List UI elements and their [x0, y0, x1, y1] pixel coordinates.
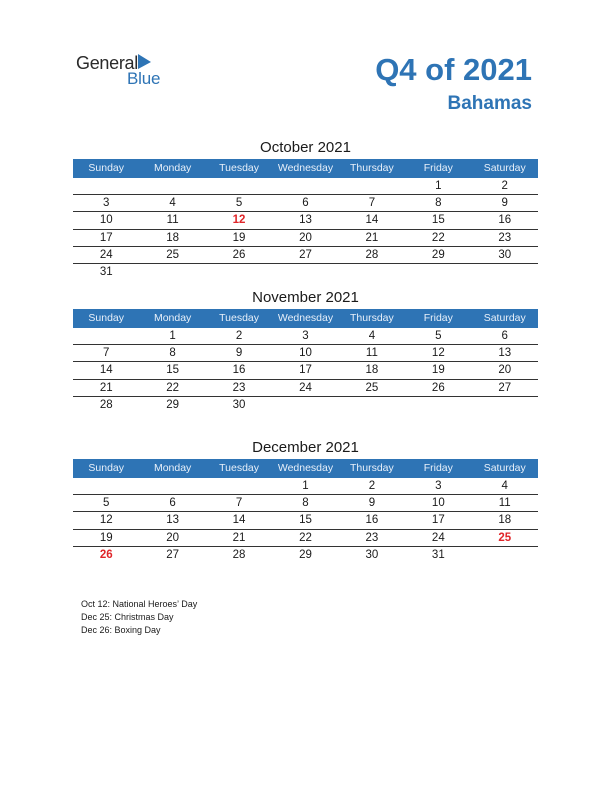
day-cell: 31	[431, 548, 445, 561]
day-cell	[206, 264, 272, 281]
day-cell: 22	[299, 531, 312, 544]
day-cell	[472, 547, 538, 564]
day-cell: 17	[99, 231, 113, 244]
holiday-day-cell: 12	[232, 214, 246, 227]
weekday-label: Saturday	[483, 462, 526, 474]
week-row	[73, 478, 538, 495]
day-cell: 20	[166, 531, 180, 544]
day-cell: 10	[431, 497, 445, 510]
weekday-label: Friday	[423, 312, 453, 324]
day-cell: 14	[365, 214, 379, 227]
week-row	[73, 247, 538, 264]
day-cell: 29	[166, 398, 180, 411]
weekday-label: Tuesday	[219, 462, 259, 474]
day-cell: 4	[169, 197, 176, 210]
weekday-header	[73, 159, 538, 178]
day-cell: 30	[365, 548, 379, 561]
day-cell	[206, 178, 272, 194]
weekday-label: Sunday	[88, 462, 125, 474]
day-cell: 16	[498, 214, 512, 227]
week-rows	[73, 478, 538, 564]
day-cell: 11	[498, 497, 511, 510]
day-cell	[139, 478, 205, 494]
day-cell: 13	[498, 347, 512, 360]
day-cell: 21	[99, 381, 113, 394]
weekday-header	[73, 459, 538, 478]
weekday-label: Monday	[153, 162, 192, 174]
week-row	[73, 195, 538, 212]
day-cell	[339, 397, 405, 414]
day-cell: 19	[99, 531, 113, 544]
day-cell: 8	[435, 197, 442, 210]
day-cell: 2	[235, 330, 243, 342]
day-cell: 25	[365, 381, 379, 394]
generalblue-logo	[76, 52, 176, 88]
day-cell: 9	[501, 197, 508, 210]
day-cell: 27	[299, 248, 312, 261]
week-row	[73, 264, 538, 281]
day-cell	[272, 264, 338, 281]
holiday-notes	[81, 598, 197, 637]
day-cell: 17	[431, 514, 445, 527]
weekday-label: Saturday	[483, 312, 526, 324]
day-cell: 19	[232, 231, 246, 244]
day-cell: 16	[232, 364, 246, 377]
day-cell	[206, 478, 272, 494]
day-cell: 15	[431, 214, 445, 227]
weekday-label: Wednesday	[277, 462, 334, 474]
day-cell: 23	[365, 531, 379, 544]
day-cell: 10	[299, 347, 312, 360]
week-row	[73, 530, 538, 547]
day-cell: 23	[232, 381, 246, 394]
month-title: December 2021	[252, 439, 359, 456]
weekday-label: Sunday	[88, 162, 125, 174]
day-cell: 30	[232, 398, 246, 411]
month-october	[73, 137, 538, 281]
day-cell: 26	[232, 248, 246, 261]
day-cell: 16	[365, 514, 379, 527]
month-title: October 2021	[260, 139, 351, 156]
day-cell	[73, 328, 139, 344]
weekday-label: Thursday	[350, 162, 394, 174]
logo-triangle-icon	[138, 54, 151, 69]
day-cell: 6	[302, 197, 309, 210]
page-title: Q4 of 2021	[375, 52, 532, 87]
day-cell: 22	[166, 381, 180, 394]
logo-blue-text: Blue	[127, 69, 161, 88]
day-cell: 21	[365, 231, 379, 244]
weekday-label: Saturday	[483, 162, 526, 174]
day-cell: 27	[498, 381, 512, 394]
day-cell: 18	[365, 364, 379, 377]
day-cell: 2	[368, 480, 376, 492]
week-row	[73, 495, 538, 512]
day-cell: 3	[302, 330, 309, 342]
day-cell: 30	[498, 248, 512, 261]
day-cell: 12	[99, 514, 113, 527]
day-cell: 5	[103, 497, 110, 510]
day-cell: 28	[232, 548, 246, 561]
weekday-label: Sunday	[88, 312, 125, 324]
day-cell	[272, 178, 338, 194]
day-cell: 4	[501, 480, 508, 492]
day-cell: 11	[166, 214, 179, 227]
logo-general-text: General	[76, 53, 138, 73]
day-cell: 22	[431, 231, 445, 244]
day-cell: 11	[365, 347, 378, 360]
week-row	[73, 512, 538, 529]
day-cell: 10	[99, 214, 113, 227]
holiday-note: Oct 12: National Heroes’ Day	[81, 599, 198, 609]
weekday-label: Friday	[423, 462, 453, 474]
holiday-day-cell: 26	[99, 548, 113, 561]
day-cell: 14	[232, 514, 246, 527]
month-november	[73, 287, 538, 414]
weekday-label: Tuesday	[219, 162, 259, 174]
weekday-label: Thursday	[350, 462, 394, 474]
day-cell: 8	[169, 347, 176, 360]
weekday-label: Friday	[423, 162, 453, 174]
day-cell: 17	[299, 364, 312, 377]
day-cell: 9	[368, 497, 376, 510]
day-cell	[339, 178, 405, 194]
day-cell	[139, 178, 205, 194]
day-cell: 1	[435, 180, 442, 192]
day-cell	[339, 264, 405, 281]
day-cell: 13	[166, 514, 180, 527]
day-cell: 1	[169, 330, 176, 342]
month-title: November 2021	[252, 289, 359, 306]
day-cell: 23	[498, 231, 512, 244]
day-cell: 7	[235, 497, 243, 510]
week-row	[73, 397, 538, 414]
day-cell: 4	[368, 330, 376, 342]
day-cell: 26	[431, 381, 445, 394]
day-cell	[73, 178, 139, 194]
week-row	[73, 345, 538, 362]
day-cell: 6	[169, 497, 176, 510]
day-cell: 24	[431, 531, 445, 544]
day-cell: 29	[431, 248, 445, 261]
day-cell: 28	[365, 248, 379, 261]
weekday-header	[73, 309, 538, 328]
month-december	[73, 437, 538, 564]
week-rows	[73, 178, 538, 281]
day-cell: 7	[103, 347, 110, 360]
week-row	[73, 212, 538, 229]
day-cell: 6	[501, 330, 508, 342]
day-cell: 15	[166, 364, 180, 377]
weekday-label: Wednesday	[277, 312, 334, 324]
day-cell	[472, 397, 538, 414]
day-cell: 18	[166, 231, 180, 244]
day-cell: 28	[99, 398, 113, 411]
day-cell: 12	[431, 347, 445, 360]
weekday-label: Monday	[153, 462, 192, 474]
day-cell	[405, 397, 471, 414]
week-row	[73, 380, 538, 397]
holiday-note: Dec 25: Christmas Day	[81, 612, 174, 622]
week-row	[73, 328, 538, 345]
day-cell: 3	[103, 197, 110, 210]
week-row	[73, 230, 538, 247]
week-row	[73, 178, 538, 195]
country-name: Bahamas	[447, 93, 532, 114]
day-cell: 5	[235, 197, 243, 210]
weekday-label: Thursday	[350, 312, 394, 324]
day-cell	[272, 397, 338, 414]
day-cell: 20	[498, 364, 512, 377]
weekday-label: Tuesday	[219, 312, 259, 324]
day-cell: 9	[235, 347, 243, 360]
week-row	[73, 547, 538, 564]
week-row	[73, 362, 538, 379]
day-cell: 25	[166, 248, 180, 261]
holiday-day-cell: 25	[498, 531, 512, 544]
day-cell: 13	[299, 214, 312, 227]
day-cell: 21	[232, 531, 246, 544]
day-cell: 5	[435, 330, 442, 342]
day-cell: 27	[166, 548, 180, 561]
weekday-label: Monday	[153, 312, 192, 324]
day-cell: 29	[299, 548, 312, 561]
day-cell: 15	[299, 514, 312, 527]
day-cell	[472, 264, 538, 281]
day-cell: 3	[435, 480, 442, 492]
week-rows	[73, 328, 538, 414]
holiday-note: Dec 26: Boxing Day	[81, 625, 161, 635]
weekday-label: Wednesday	[277, 162, 334, 174]
day-cell: 24	[299, 381, 312, 394]
day-cell: 8	[302, 497, 309, 510]
day-cell	[405, 264, 471, 281]
day-cell: 18	[498, 514, 512, 527]
day-cell: 1	[302, 480, 309, 492]
day-cell: 19	[431, 364, 445, 377]
day-cell: 7	[368, 197, 376, 210]
day-cell	[139, 264, 205, 281]
day-cell: 31	[99, 265, 113, 278]
day-cell: 2	[501, 180, 508, 192]
day-cell: 14	[99, 364, 113, 377]
day-cell: 24	[99, 248, 113, 261]
day-cell: 20	[299, 231, 312, 244]
day-cell	[73, 478, 139, 494]
